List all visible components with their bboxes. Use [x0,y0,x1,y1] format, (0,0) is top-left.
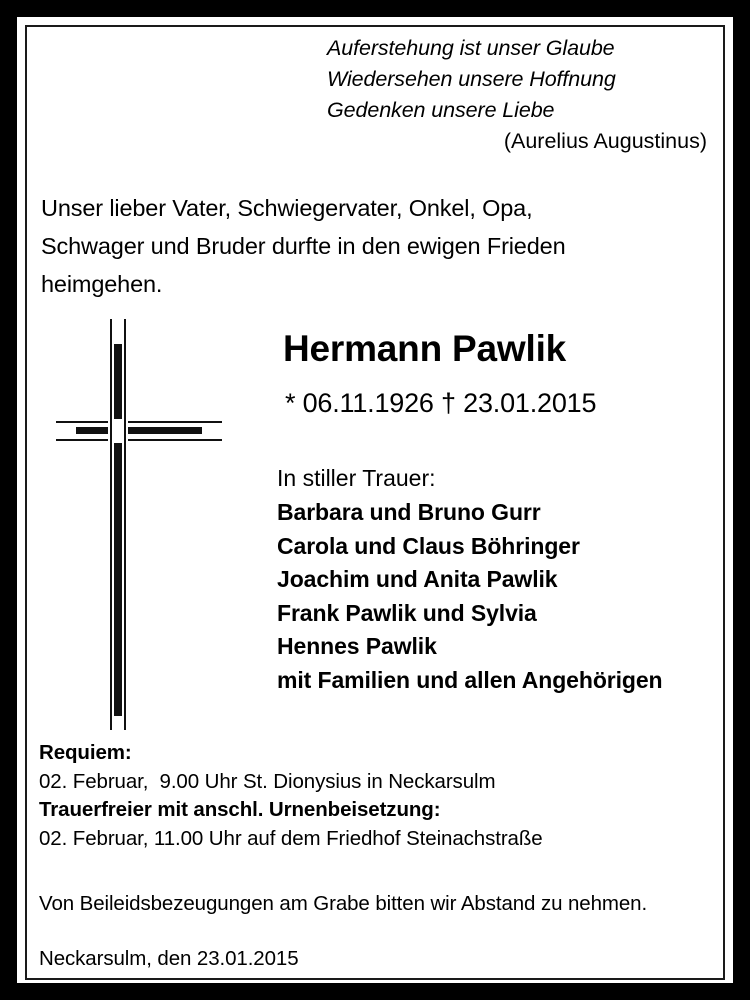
cross-vertical-outline-right [124,319,126,730]
epigraph-line-1: Auferstehung ist unser Glaube [327,36,615,60]
service-heading-burial: Trauerfreier mit anschl. Urnenbeisetzung: [39,798,441,821]
intro-line-1: Unser lieber Vater, Schwiegervater, Onkel, Opa, [41,195,533,221]
mourners-list [277,496,717,697]
cross-vertical-inner-bar [114,344,122,716]
mourner-name: Carola und Claus Böhringer [277,532,580,559]
epigraph-attribution: (Aurelius Augustinus) [503,129,707,153]
mourner-name: Frank Pawlik und Sylvia [277,599,537,626]
intro-line-3: heimgehen. [41,271,163,297]
notice-sheet [27,27,723,978]
mourner-name: Hennes Pawlik [277,633,437,659]
service-details-burial: 02. Februar, 11.00 Uhr auf dem Friedhof Steinachstraße [39,826,543,850]
service-details [39,739,699,853]
cross-intersection-line-right [124,419,126,443]
mourner-name: mit Familien und allen Angehörigen [277,666,663,693]
epigraph-verse [327,33,707,126]
service-heading-requiem: Requiem: [39,741,132,764]
intro-line-2: Schwager und Bruder durfte in den ewigen Frieden [41,233,566,259]
closing-note: Von Beileidsbezeugungen am Grabe bitten wir Abstand zu nehmen. [39,892,648,915]
service-details-requiem: 02. Februar, 9.00 Uhr St. Dionysius in Neckarsulm [39,769,496,793]
cross-arm-outline-top [56,421,222,423]
cross-arm-inner-bar-left [76,427,110,434]
christian-cross-icon [56,317,222,732]
epigraph-line-2: Wiedersehen unsere Hoffnung [327,67,616,91]
cross-intersection-line-left [110,419,112,443]
deceased-dates: * 06.11.1926 † 23.01.2015 [285,388,597,418]
cross-vertical-outline-left [110,319,112,730]
mourner-name: Joachim und Anita Pawlik [277,566,558,592]
cross-arm-outline-bottom [56,439,222,441]
epigraph-line-3: Gedenken unsere Liebe [327,98,555,122]
intro-paragraph [41,189,701,303]
mourner-name: Barbara und Bruno Gurr [277,499,541,525]
mourners-heading: In stiller Trauer: [277,465,436,491]
cross-arm-inner-bar-right [126,427,202,434]
place-and-date: Neckarsulm, den 23.01.2015 [39,947,299,970]
deceased-name: Hermann Pawlik [283,328,567,369]
